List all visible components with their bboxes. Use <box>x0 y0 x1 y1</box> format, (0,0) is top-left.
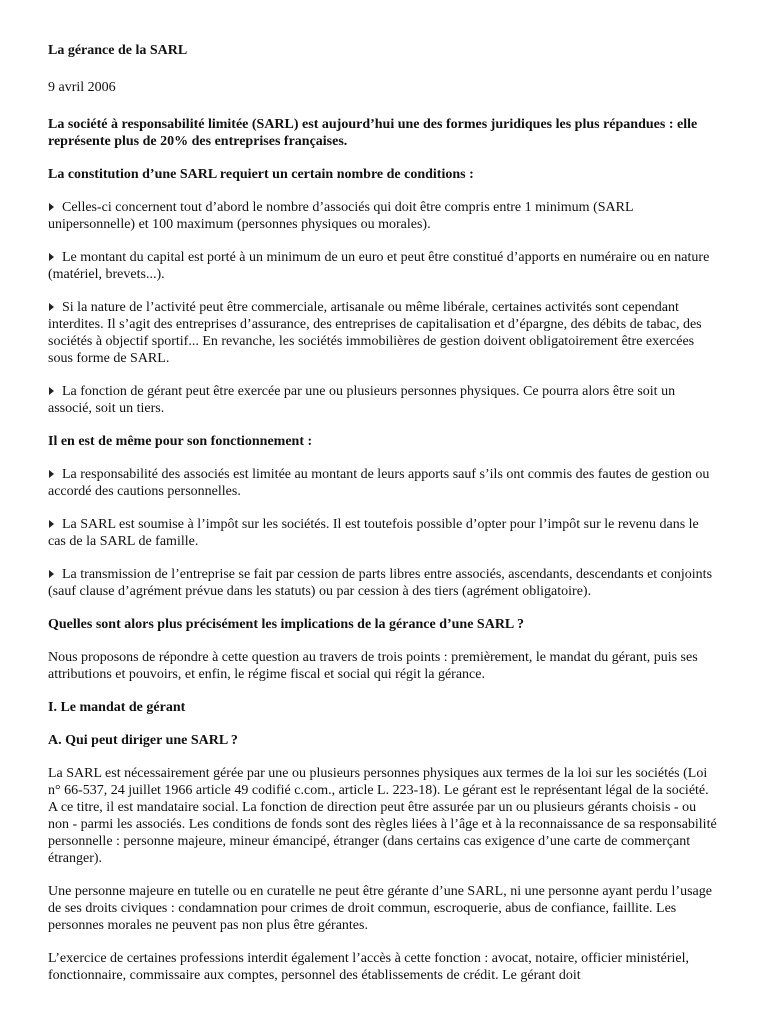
heading-constitution: La constitution d’une SARL requiert un certain nombre de conditions : <box>48 167 474 182</box>
section-1-title: I. Le mandat de gérant <box>48 700 186 715</box>
bullet-text: Celles-ci concernent tout d’abord le nombre d’associés qui doit être compris entre 1 minimum (SARL unipersonnelle) et 100 maximum (personnes physiques ou morales). <box>48 200 633 232</box>
document-date: 9 avril 2006 <box>48 80 116 95</box>
intro-paragraph: La société à responsabilité limitée (SARL) est aujourd’hui une des formes juridiques les plus répandues : elle représente plus de 20% des entreprises françaises. <box>48 117 698 149</box>
bullet-arrow-icon <box>49 470 54 478</box>
bullet-item <box>48 516 720 550</box>
bullet-arrow-icon <box>49 253 54 261</box>
bullet-item <box>48 199 720 233</box>
document-title: La gérance de la SARL <box>48 43 188 58</box>
plan-paragraph: Nous proposons de répondre à cette question au travers de trois points : premièrement, le mandat du gérant, puis ses attributions et pouvoirs, et enfin, le régime fiscal et social qui régit la gérance. <box>48 650 698 682</box>
bullet-text: La SARL est soumise à l’impôt sur les sociétés. Il est toutefois possible d’opter pour l’impôt sur le revenu dans le cas de la SARL de famille. <box>48 517 699 549</box>
bullet-text: La transmission de l’entreprise se fait par cession de parts libres entre associés, ascendants, descendants et conjoints (sauf clause d’agrément prévue dans les statuts) ou par cession à des tiers (agrément obligatoire). <box>48 567 713 599</box>
bullet-item <box>48 383 720 417</box>
body-paragraph: Une personne majeure en tutelle ou en curatelle ne peut être gérante d’une SARL, ni une personne ayant perdu l’usage de ses droits civiques : condamnation pour crimes de droit commun, escroquerie, abus de confiance, faillite. Les personnes morales ne peuvent pas non plus être gérantes. <box>48 884 712 933</box>
bullet-item <box>48 249 720 283</box>
bullet-arrow-icon <box>49 570 54 578</box>
bullet-item <box>48 566 720 600</box>
bullet-text: Si la nature de l’activité peut être commerciale, artisanale ou même libérale, certaines activités sont cependant interdites. Il s’agit des entreprises d’assurance, des entreprises de capitalisation et d’épargne, des débits de tabac, des sociétés à objectif sportif... En revanche, les sociétés immobilières de gestion doivent obligatoirement être exercées sous forme de SARL. <box>48 300 702 366</box>
heading-fonctionnement: Il en est de même pour son fonctionnement : <box>48 434 313 449</box>
bullet-arrow-icon <box>49 203 54 211</box>
bullet-item <box>48 299 720 367</box>
bullet-text: Le montant du capital est porté à un minimum de un euro et peut être constitué d’apports en numéraire ou en nature (matériel, brevets...). <box>48 250 710 282</box>
bullet-text: La responsabilité des associés est limitée au montant de leurs apports sauf s’ils ont commis des fautes de gestion ou accordé des cautions personnelles. <box>48 467 710 499</box>
body-paragraph: L’exercice de certaines professions interdit également l’accès à cette fonction : avocat, notaire, officier ministériel, fonctionnaire, commissaire aux comptes, personnel des établissements de crédit. Le gérant doit <box>48 951 689 983</box>
bullet-text: La fonction de gérant peut être exercée par une ou plusieurs personnes physiques. Ce pourra alors être soit un associé, soit un tiers. <box>48 384 676 416</box>
bullet-item <box>48 466 720 500</box>
heading-question: Quelles sont alors plus précisément les implications de la gérance d’une SARL ? <box>48 617 524 632</box>
bullet-arrow-icon <box>49 303 54 311</box>
bullet-arrow-icon <box>49 520 54 528</box>
body-paragraph: La SARL est nécessairement gérée par une ou plusieurs personnes physiques aux termes de la loi sur les sociétés (Loi n° 66-537, 24 juillet 1966 article 49 codifié c.com., article L. 223-18). Le gérant est le représentant légal de la société. A ce titre, il est mandataire social. La fonction de direction peut être assurée par un ou plusieurs gérants choisis - ou non - parmi les associés. Les conditions de fonds sont des règles liées à l’âge et à la reconnaissance de sa responsabilité personnelle : personne majeure, mineur émancipé, étranger (dans certains cas exigence d’une carte de commerçant étranger). <box>48 766 717 866</box>
section-1a-title: A. Qui peut diriger une SARL ? <box>48 733 238 748</box>
bullet-arrow-icon <box>49 387 54 395</box>
